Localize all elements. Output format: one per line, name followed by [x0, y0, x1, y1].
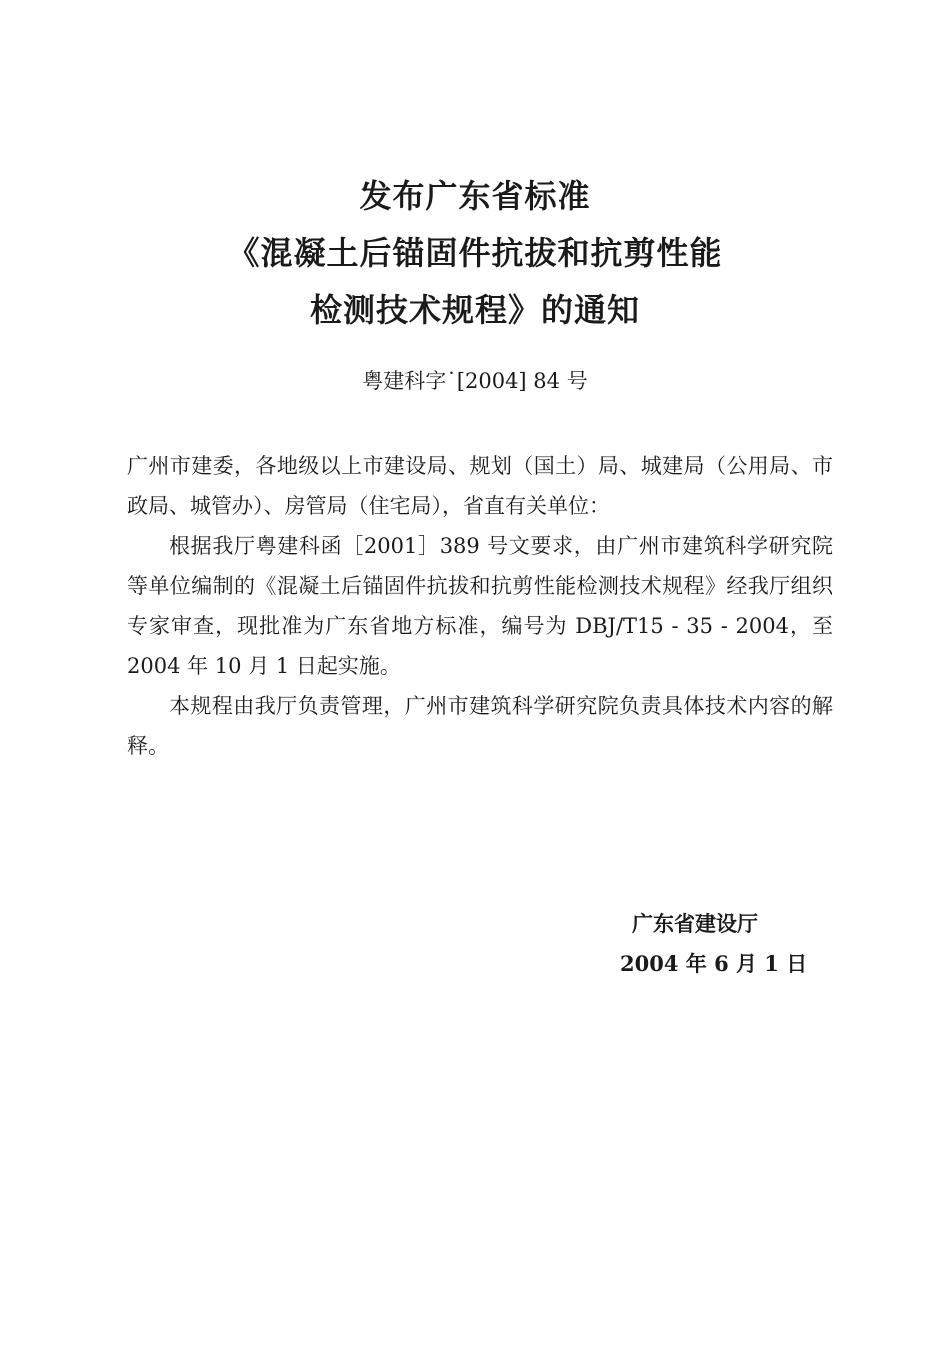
signature-block [600, 904, 830, 984]
notice-body [127, 446, 833, 766]
body-paragraph-2: 本规程由我厅负责管理，广州市建筑科学研究院负责具体技术内容的解释。 [127, 694, 833, 758]
title-line-2: 《混凝土后锚固件抗拔和抗剪性能 [227, 234, 723, 272]
issuing-organization: 广东省建设厅 [632, 912, 758, 936]
document-number: 粤建科字˙[2004] 84 号 [362, 369, 588, 393]
notice-title [0, 168, 950, 339]
body-paragraph-1: 根据我厅粤建科函［2001］389 号文要求，由广州市建筑科学研究院等单位编制的《混凝土后锚固件抗拔和抗剪性能检测技术规程》经我厅组织专家审查，现批准为广东省地方标准，编号为 DBJ/T15 - 35 - 2004，至 2004 年 10 月 1 日起实施。 [127, 534, 833, 678]
title-line-3: 检测技术规程》的通知 [309, 291, 640, 329]
title-line-1: 发布广东省标准 [359, 177, 591, 215]
addressee: 广州市建委，各地级以上市建设局、规划（国土）局、城建局（公用局、市政局、城管办）、房管局（住宅局），省直有关单位： [127, 454, 833, 518]
issue-date: 2004 年 6 月 1 日 [620, 951, 808, 976]
